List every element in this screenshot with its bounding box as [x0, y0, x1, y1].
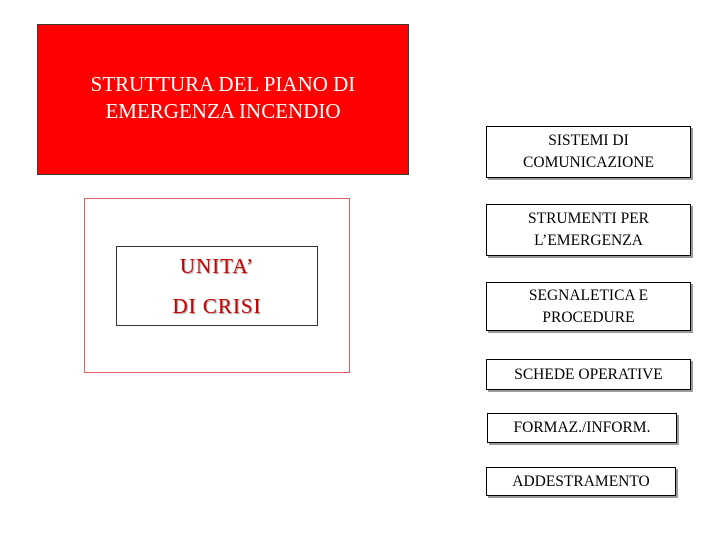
item-communication-systems: SISTEMI DI COMUNICAZIONE	[486, 126, 691, 178]
crisis-unit-box	[116, 246, 318, 326]
plan-title: STRUTTURA DEL PIANO DI EMERGENZA INCENDIO	[90, 72, 356, 123]
item-emergency-tools: STRUMENTI PER L’EMERGENZA	[486, 204, 691, 256]
plan-title-box	[37, 24, 409, 175]
item-signage-procedures: SEGNALETICA E PROCEDURE	[486, 282, 691, 331]
item-drills: ADDESTRAMENTO	[486, 467, 676, 496]
crisis-unit-label-line2: DI CRISI	[172, 294, 262, 318]
crisis-unit-label-line1: UNITA’	[179, 254, 255, 278]
item-training-information: FORMAZ./INFORM.	[487, 413, 677, 443]
item-operating-sheets: SCHEDE OPERATIVE	[486, 359, 691, 390]
